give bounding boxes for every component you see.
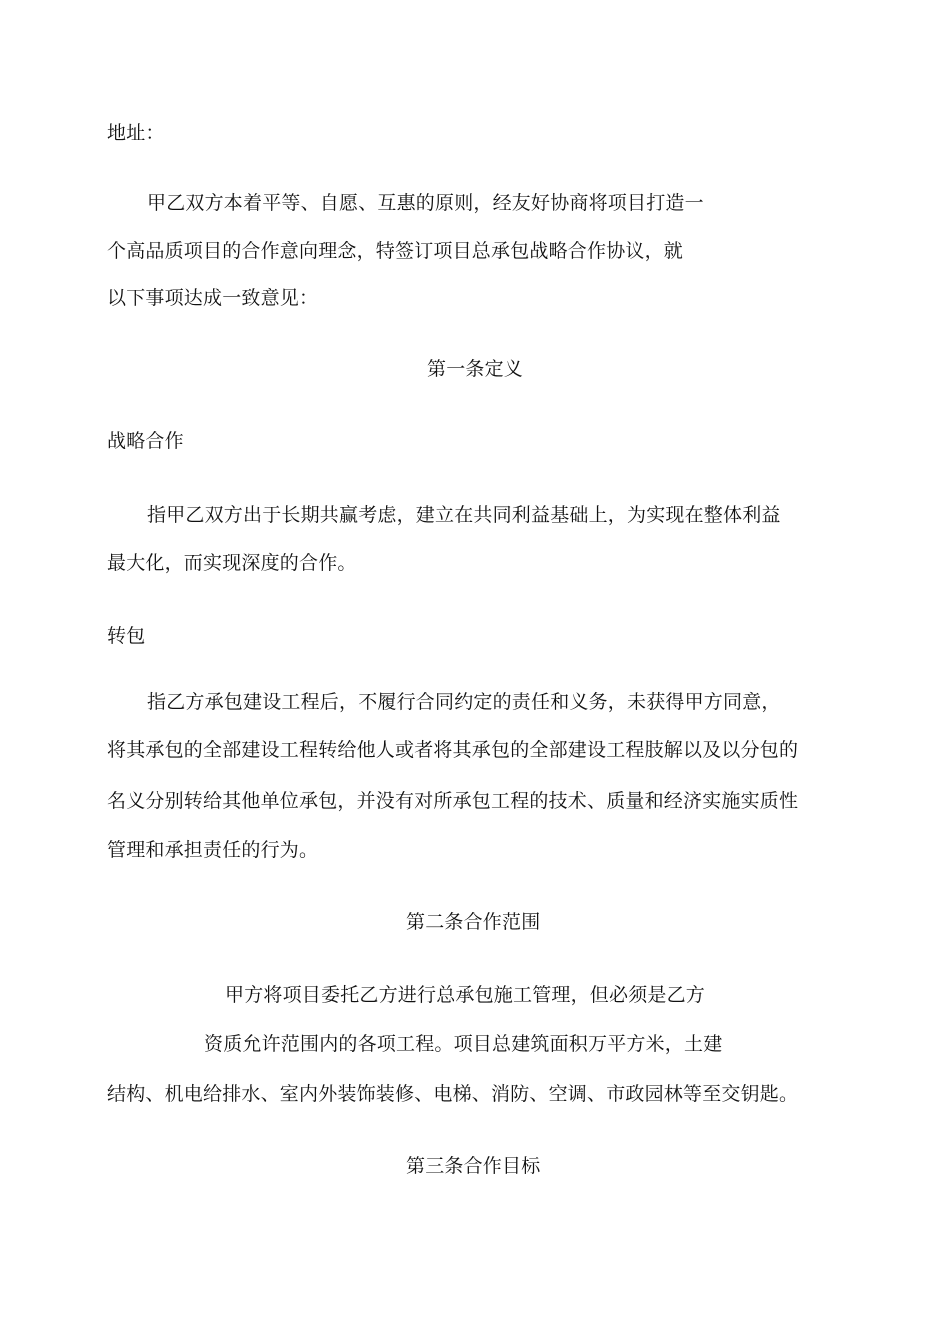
term-subcontract-line-3: 名义分别转给其他单位承包，并没有对所承包工程的技术、质量和经济实施实质性 (107, 790, 799, 812)
term-strategic-cooperation-line-2: 最大化，而实现深度的合作。 (107, 552, 357, 574)
term-subcontract-line-2: 将其承包的全部建设工程转给他人或者将其承包的全部建设工程肢解以及以分包的 (107, 739, 799, 761)
intro-line-2: 个高品质项目的合作意向理念，特签订项目总承包战略合作协议，就 (107, 240, 684, 262)
intro-line-3: 以下事项达成一致意见： (107, 287, 319, 309)
address-label: 地址： (107, 122, 165, 144)
term-subcontract-title: 转包 (107, 625, 146, 647)
article-2-line-1: 甲方将项目委托乙方进行总承包施工管理，但必须是乙方 (225, 984, 706, 1006)
intro-line-1: 甲乙双方本着平等、自愿、互惠的原则，经友好协商将项目打造一 (147, 192, 704, 214)
term-subcontract-line-4: 管理和承担责任的行为。 (107, 839, 319, 861)
term-subcontract-line-1: 指乙方承包建设工程后，不履行合同约定的责任和义务，未获得甲方同意， (147, 691, 781, 713)
article-2-line-2: 资质允许范围内的各项工程。项目总建筑面积万平方米，土建 (204, 1033, 723, 1055)
term-strategic-cooperation-title: 战略合作 (107, 430, 184, 452)
article-1-heading: 第一条定义 (427, 358, 524, 380)
article-2-heading: 第二条合作范围 (406, 911, 541, 933)
article-3-heading: 第三条合作目标 (406, 1155, 541, 1177)
term-strategic-cooperation-line-1: 指甲乙双方出于长期共赢考虑，建立在共同利益基础上，为实现在整体利益 (147, 504, 781, 526)
article-2-line-3: 结构、机电给排水、室内外装饰装修、电梯、消防、空调、市政园林等至交钥匙。 (107, 1083, 799, 1105)
